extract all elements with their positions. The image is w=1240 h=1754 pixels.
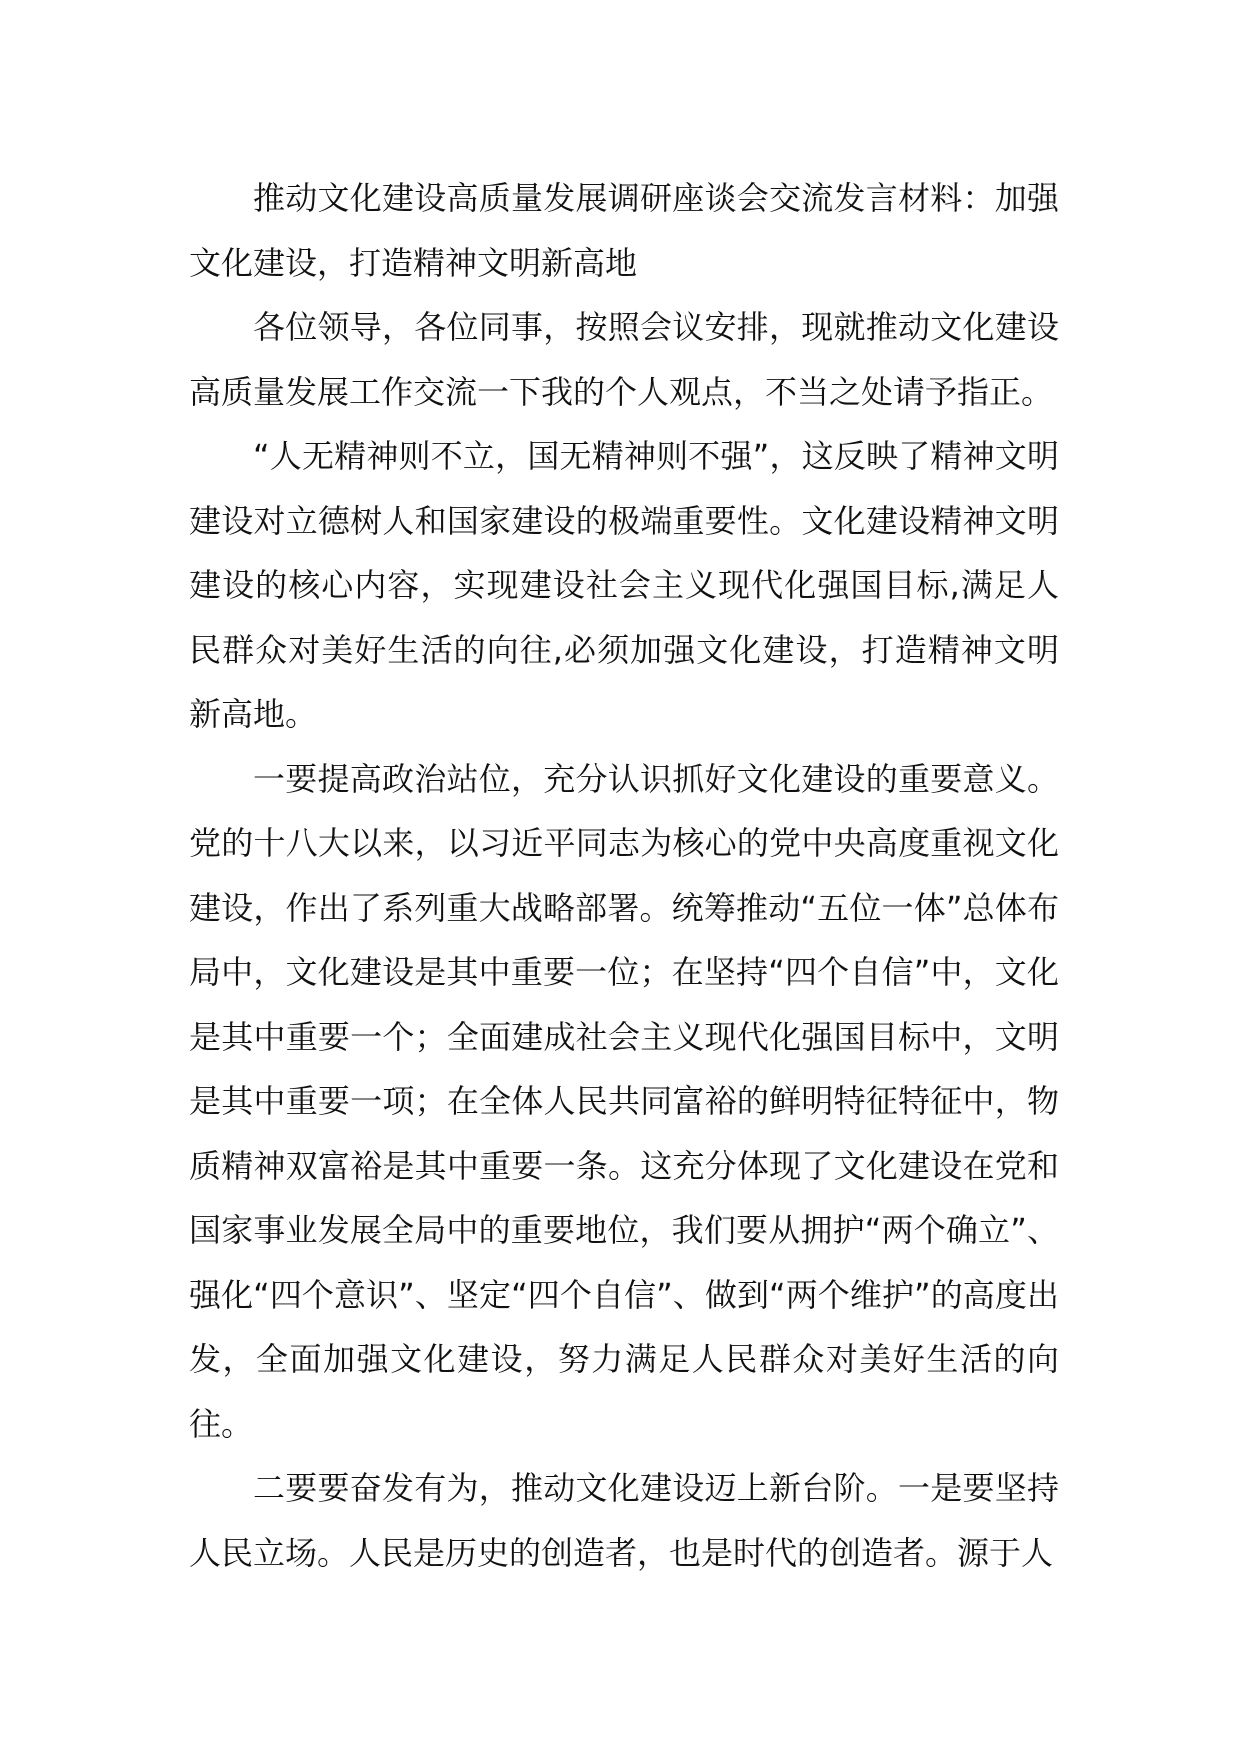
paragraph-point-one: 一要提高政治站位，充分认识抓好文化建设的重要意义。党的十八大以来，以习近平同志为核心的党中央高度重视文化建设，作出了系列重大战略部署。统筹推动“五位一体”总体布局中，文化建设是其中重要一位；在坚持“四个自信”中，文化是其中重要一个；全面建成社会主义现代化强国目标中，文明是其中重要一项；在全体人民共同富裕的鲜明特征特征中，物质精神双富裕是其中重要一条。这充分体现了文化建设在党和国家事业发展全局中的重要地位，我们要从拥护“两个确立”、强化“四个意识”、坚定“四个自信”、做到“两个维护”的高度出发，全面加强文化建设，努力满足人民群众对美好生活的向往。 — [189, 759, 1059, 1443]
document-body — [189, 166, 1059, 1585]
paragraph-point-two: 二要要奋发有为，推动文化建设迈上新台阶。一是要坚持人民立场。人民是历史的创造者，也是时代的创造者。源于人 — [189, 1469, 1059, 1572]
paragraph-greeting: 各位领导，各位同事，按照会议安排，现就推动文化建设高质量发展工作交流一下我的个人观点，不当之处请予指正。 — [189, 308, 1059, 411]
document-title: 推动文化建设高质量发展调研座谈会交流发言材料：加强文化建设，打造精神文明新高地 — [189, 179, 1059, 282]
paragraph-introduction: “人无精神则不立，国无精神则不强”，这反映了精神文明建设对立德树人和国家建设的极端重要性。文化建设精神文明建设的核心内容，实现建设社会主义现代化强国目标,满足人民群众对美好生活的向往,必须加强文化建设，打造精神文明新高地。 — [189, 437, 1059, 733]
